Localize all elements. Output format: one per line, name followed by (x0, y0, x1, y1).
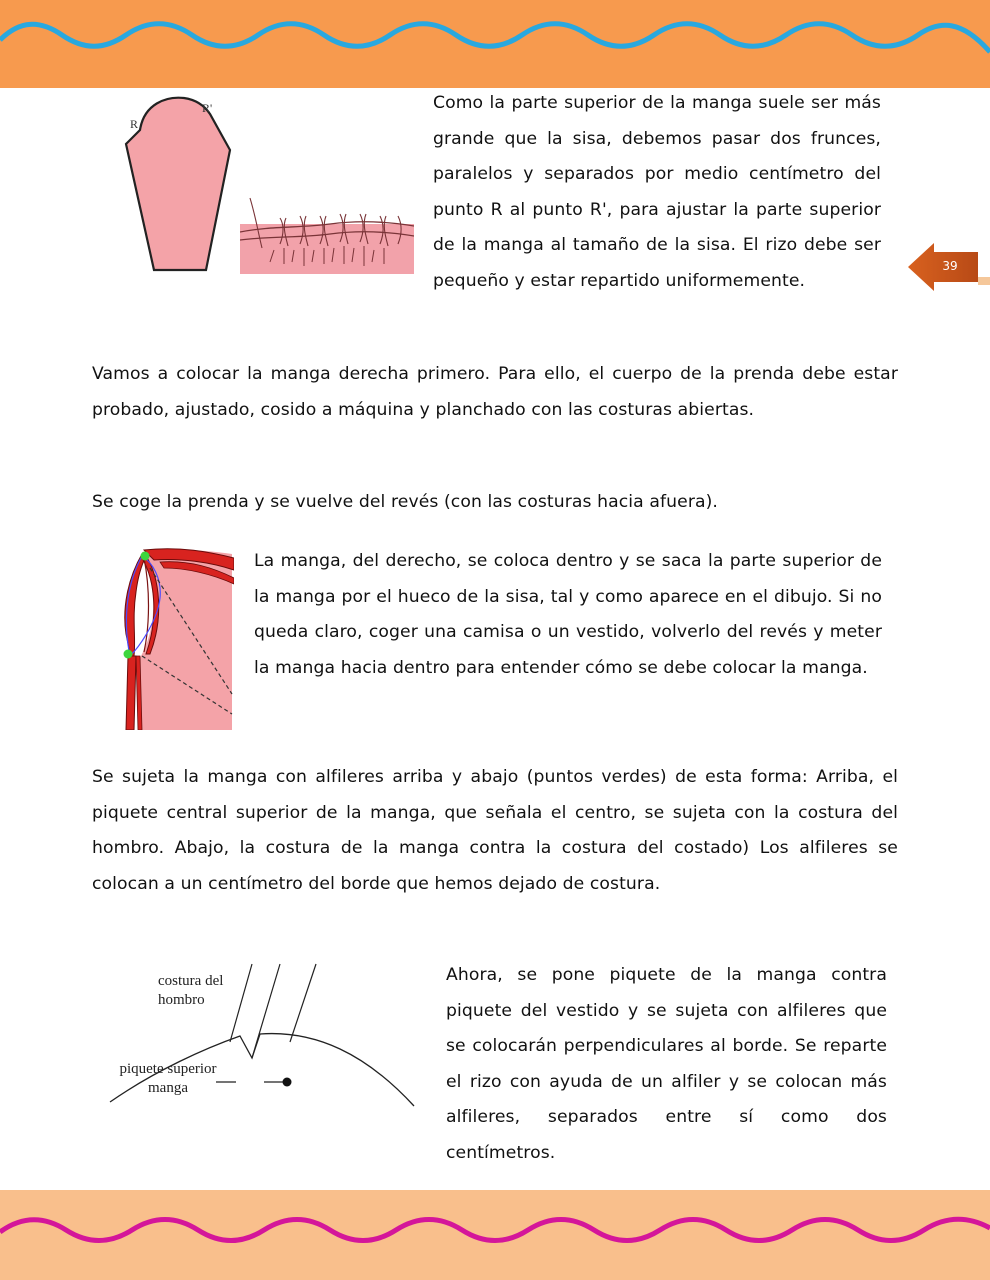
footer-wave-decoration (0, 1206, 990, 1256)
header-wave-decoration (0, 10, 990, 60)
label-notch: piquete superior manga (119, 1061, 217, 1096)
sleeve-in-armhole-figure (120, 548, 234, 730)
label-shoulder-seam: costura del hombro (158, 973, 224, 1008)
paragraph-sleeve-placement: La manga, del derecho, se coloca dentro y se saca la parte superior de la manga por el hueco de la sisa, tal y como aparece en el dibujo. Si no queda claro, coger una camisa o un vestido, volverlo del revés y meter la manga hacia dentro para entender cómo se debe colocar la manga. (254, 551, 882, 678)
paragraph-gathers: Como la parte superior de la manga suele ser más grande que la sisa, debemos pasar dos frunces, paralelos y separados por medio centímetro del punto R al punto R', para ajustar la parte superior de la manga al tamaño de la sisa. El rizo debe ser pequeño y estar repartido uniformemente. (433, 93, 881, 291)
bottom-pin-dot (124, 650, 133, 659)
paragraph-right-sleeve: Vamos a colocar la manga derecha primero. Para ello, el cuerpo de la prenda debe estar probado, ajustado, cosido a máquina y planchado con las costuras abiertas. (92, 364, 898, 420)
gathers-detail-figure (240, 188, 414, 274)
top-pin-dot (141, 552, 150, 561)
label-r: R (130, 117, 139, 131)
sleeve-pattern-figure (118, 92, 242, 274)
paragraph-pin-sleeve: Se sujeta la manga con alfileres arriba y abajo (puntos verdes) de esta forma: Arriba, el piquete central superior de la manga, que señala el centro, se sujeta con la costura del hombro. Abajo, la costura de la manga contra la costura del costado) Los alfileres se colocan a un centímetro del borde que hemos dejado de costura. (92, 767, 898, 894)
paragraph-notch-pins: Ahora, se pone piquete de la manga contra piquete del vestido y se sujeta con alfileres que se colocarán perpendiculares al borde. Se reparte el rizo con ayuda de un alfiler y se colocan más alfileres, separados entre sí como dos centímetros. (446, 965, 887, 1163)
paragraph-turn-inside-out: Se coge la prenda y se vuelve del revés (con las costuras hacia afuera). (92, 492, 718, 512)
page-number: 39 (942, 259, 958, 273)
label-r-prime: R' (202, 101, 213, 115)
